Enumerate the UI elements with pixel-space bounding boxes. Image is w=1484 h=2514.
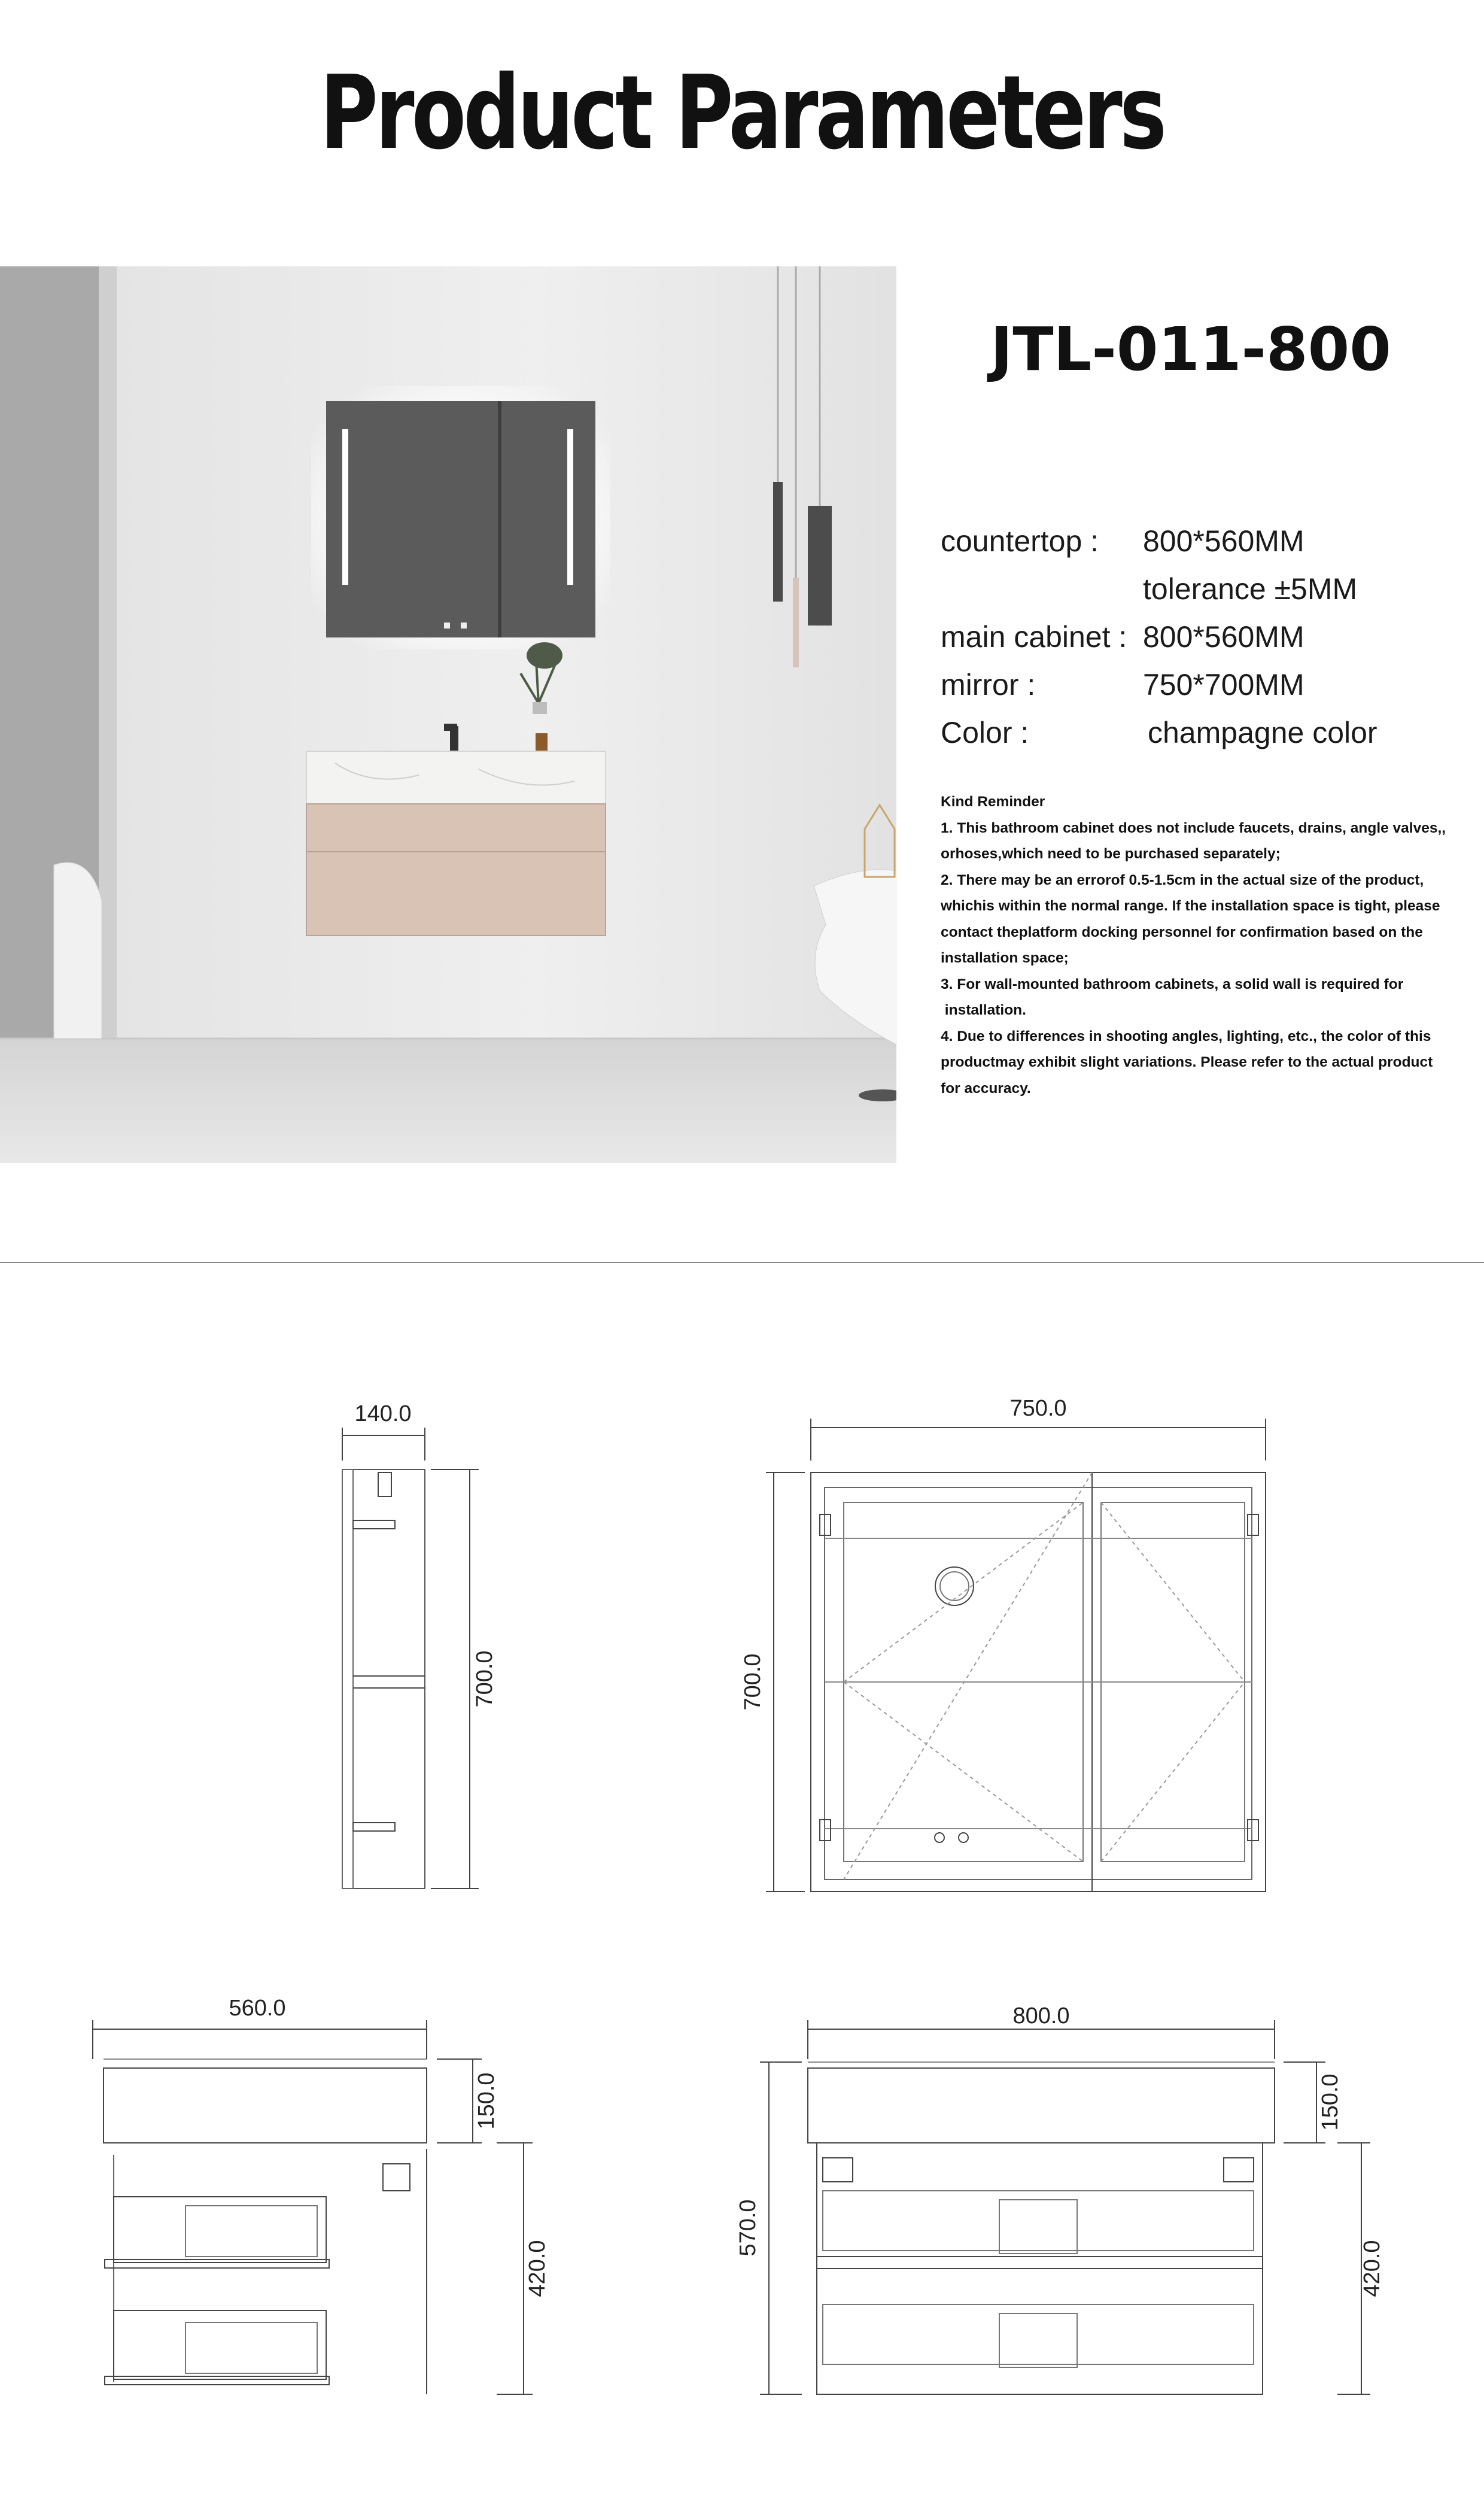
reminder-line: 4. Due to differences in shooting angles, lighting, etc., the color of this — [941, 1028, 1431, 1045]
cabinet-front-view — [760, 2020, 1370, 2394]
reminder-line: installation. — [941, 1002, 1026, 1018]
dim-mirror-front-height: 700.0 — [740, 1653, 765, 1711]
reminder-line: whichis within the normal range. If the installation space is tight, please — [941, 898, 1440, 914]
spec-label-mirror: mirror : — [941, 668, 1036, 702]
dim-cabinet-depth: 560.0 — [229, 1996, 286, 2021]
reminder-line: installation space; — [941, 950, 1069, 966]
reminder-line: for accuracy. — [941, 1080, 1031, 1097]
page-title: Product Parameters — [320, 54, 1164, 172]
reminder-line: orhoses,which need to be purchased separately; — [941, 846, 1281, 862]
mirror-front-view — [766, 1419, 1266, 1891]
spec-label-main-cabinet: main cabinet : — [941, 620, 1127, 654]
dim-mirror-side-height: 700.0 — [472, 1650, 497, 1708]
dim-mirror-width: 750.0 — [1009, 1396, 1067, 1421]
dim-cabinet-side-top: 150.0 — [474, 2072, 499, 2130]
reminder-heading: Kind Reminder — [941, 794, 1045, 810]
reminder-line: contact theplatform docking personnel for confirmation based on the — [941, 924, 1423, 940]
model-number: JTL-011-800 — [990, 314, 1391, 384]
reminder-line: productmay exhibit slight variations. Please refer to the actual product — [941, 1054, 1433, 1070]
reminder-line: 3. For wall-mounted bathroom cabinets, a solid wall is required for — [941, 976, 1404, 992]
dim-cabinet-front-top: 150.0 — [1318, 2073, 1343, 2131]
spec-value-main-cabinet: 800*560MM — [1143, 620, 1304, 654]
technical-drawings — [0, 1347, 1484, 2484]
dim-mirror-depth: 140.0 — [354, 1401, 412, 1426]
reminder-line: 1. This bathroom cabinet does not include faucets, drains, angle valves,, — [941, 819, 1446, 836]
reminder-line: 2. There may be an errorof 0.5-1.5cm in the actual size of the product, — [941, 872, 1424, 888]
kind-reminder — [941, 789, 1455, 1101]
spec-label-color: Color : — [941, 716, 1029, 749]
mirror-side-view — [342, 1428, 479, 1888]
spec-value-mirror: 750*700MM — [1143, 668, 1304, 702]
cabinet-side-view — [93, 2020, 533, 2394]
section-divider — [0, 1262, 1484, 1263]
spec-label-countertop: countertop : — [941, 524, 1099, 558]
spec-value-color: champagne color — [1148, 716, 1377, 749]
spec-value-countertop: 800*560MM — [1143, 524, 1304, 558]
spec-value-tolerance: tolerance ±5MM — [1143, 572, 1358, 606]
product-photo — [0, 266, 896, 1163]
dim-cabinet-front-height: 420.0 — [1360, 2240, 1385, 2297]
dim-cabinet-total-height: 570.0 — [735, 2199, 761, 2257]
mirror-cabinet — [326, 401, 595, 637]
dim-cabinet-width: 800.0 — [1012, 2003, 1070, 2029]
dim-cabinet-side-height: 420.0 — [525, 2240, 550, 2297]
